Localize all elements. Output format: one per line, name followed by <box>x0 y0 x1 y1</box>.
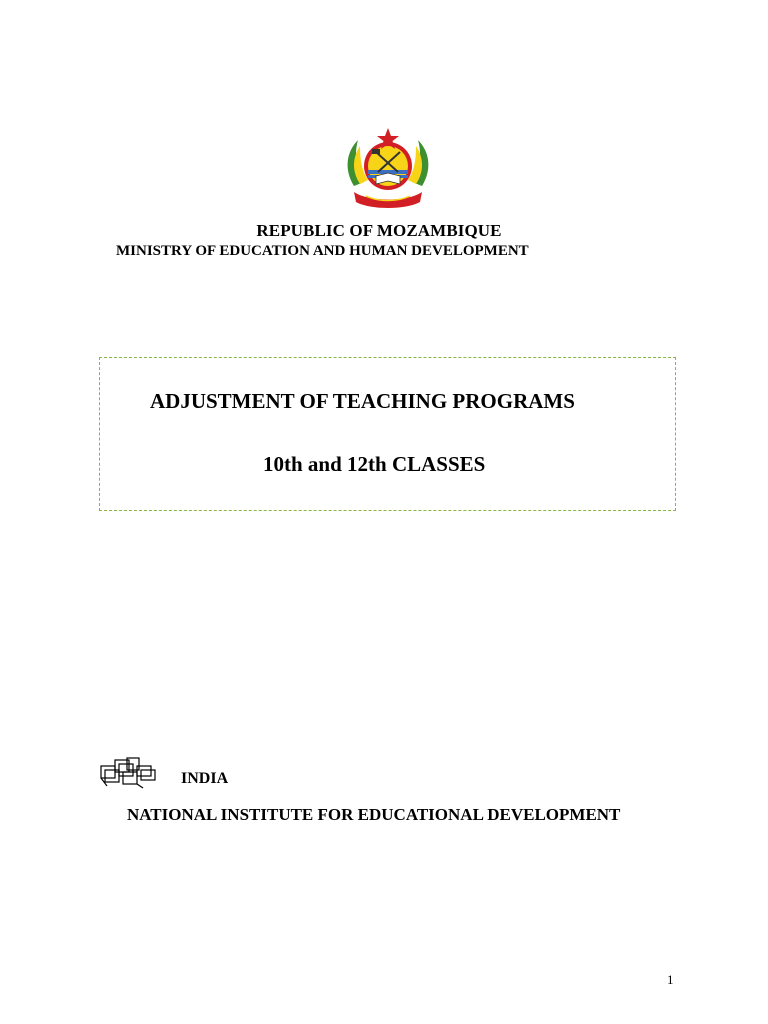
mozambique-coat-of-arms-icon <box>340 126 436 212</box>
document-title: ADJUSTMENT OF TEACHING PROGRAMS <box>150 389 575 413</box>
title-box <box>99 357 676 511</box>
page-number: 1 <box>667 972 674 987</box>
institute-name: NATIONAL INSTITUTE FOR EDUCATIONAL DEVELOPMENT <box>127 805 621 824</box>
ministry-heading: MINISTRY OF EDUCATION AND HUMAN DEVELOPMENT <box>116 243 529 259</box>
inde-logo-icon <box>99 756 157 790</box>
country-label: INDIA <box>181 770 229 787</box>
country-heading: REPUBLIC OF MOZAMBIQUE <box>256 221 502 240</box>
document-subtitle: 10th and 12th CLASSES <box>263 452 486 476</box>
